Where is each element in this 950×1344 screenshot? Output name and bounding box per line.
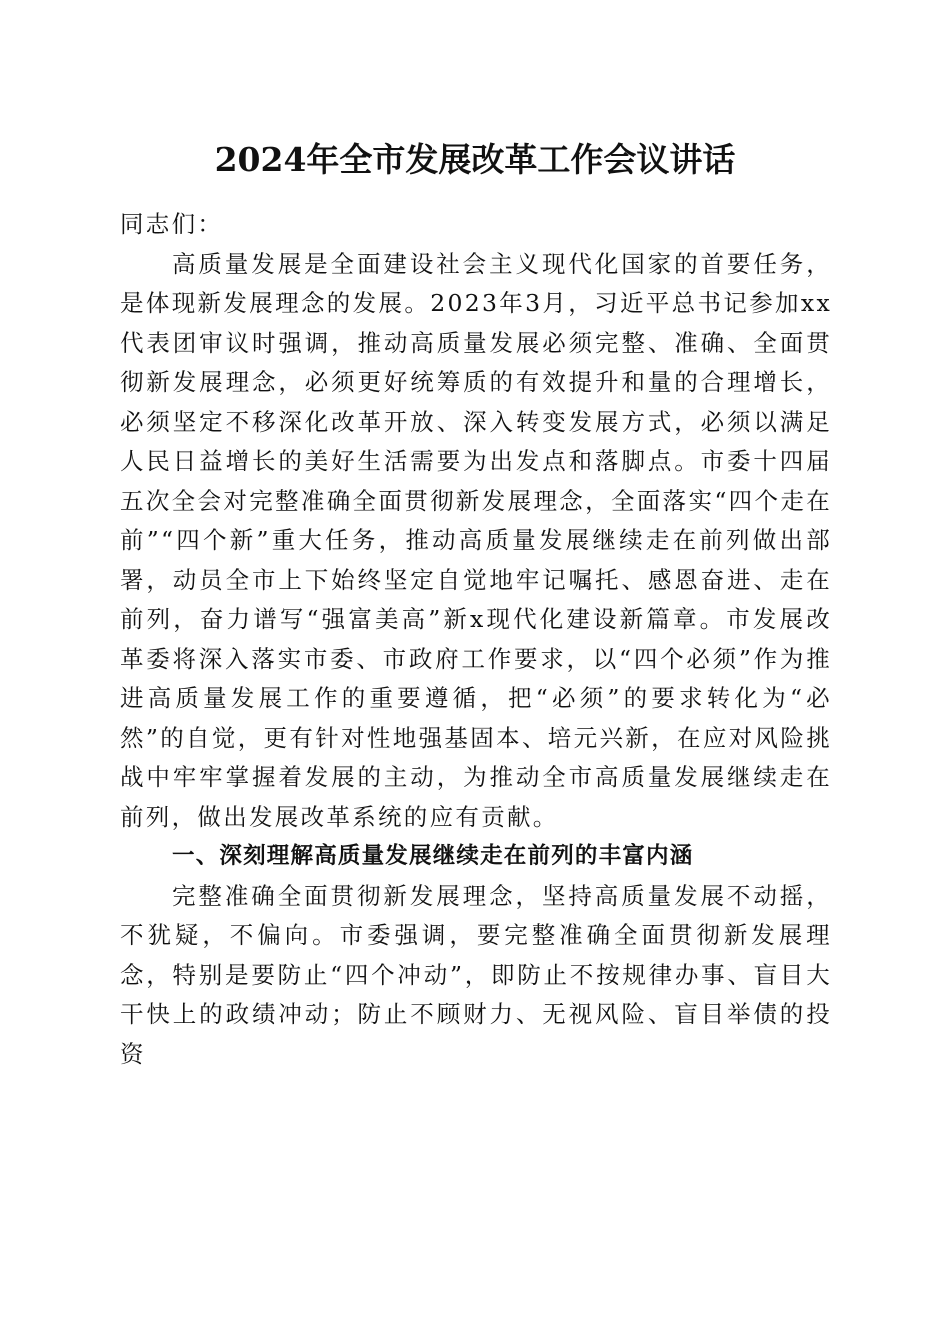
document-body [120, 205, 832, 1074]
salutation: 同志们： [120, 210, 224, 238]
document-title: 2024年全市发展改革工作会议讲话 [214, 140, 736, 179]
intro-paragraph: 高质量发展是全面建设社会主义现代化国家的首要任务，是体现新发展理念的发展。2023年3月，习近平总书记参加xx代表团审议时强调，推动高质量发展必须完整、准确、全面贯彻新发展理念，必须更好统筹质的有效提升和量的合理增长，必须坚定不移深化改革开放、深入转变发展方式，必须以满足人民日益增长的美好生活需要为出发点和落脚点。市委十四届五次全会对完整准确全面贯彻新发展理念，全面落实“四个走在前”“四个新”重大任务，推动高质量发展继续走在前列做出部署，动员全市上下始终坚定自觉地牢记嘱托、感恩奋进、走在前列，奋力谱写“强富美高”新x现代化建设新篇章。市发展改革委将深入落实市委、市政府工作要求，以“四个必须”作为推进高质量发展工作的重要遵循，把“必须”的要求转化为“必然”的自觉，更有针对性地强基固本、培元兴新，在应对风险挑战中牢牢掌握着发展的主动，为推动全市高质量发展继续走在前列，做出发展改革系统的应有贡献。 [120, 249, 832, 831]
section-1-paragraph: 完整准确全面贯彻新发展理念，坚持高质量发展不动摇，不犹疑，不偏向。市委强调，要完整准确全面贯彻新发展理念，特别是要防止“四个冲动”，即防止不按规律办事、盲目大干快上的政绩冲动；防止不顾财力、无视风险、盲目举债的投资 [120, 881, 832, 1068]
section-heading-1: 一、深刻理解高质量发展继续走在前列的丰富内涵 [172, 843, 694, 869]
